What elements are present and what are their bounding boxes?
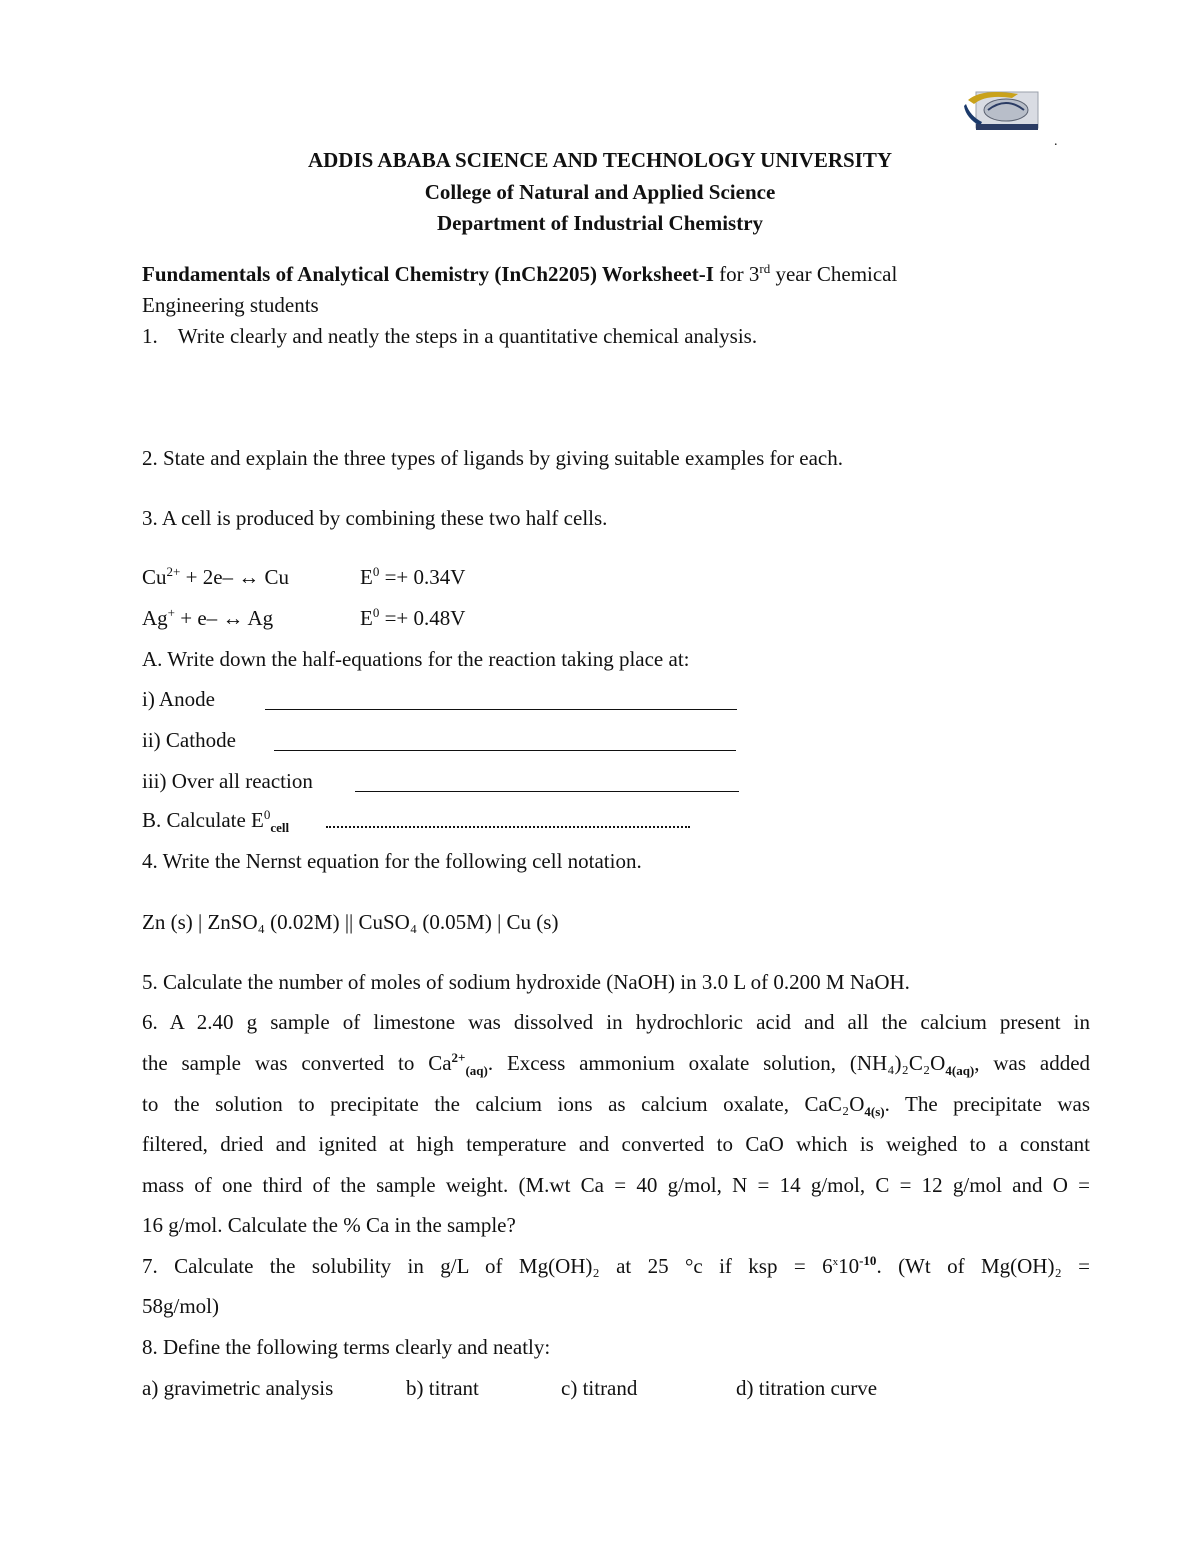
college-title: College of Natural and Applied Science bbox=[424, 180, 776, 204]
ecell-answer-dots[interactable] bbox=[326, 826, 690, 828]
year-text: year Chemical bbox=[770, 262, 898, 286]
department-title: Department of Industrial Chemistry bbox=[436, 211, 764, 235]
term-a: a) gravimetric analysis bbox=[142, 1376, 334, 1400]
course-name: Fundamentals of Analytical Chemistry (InCh2205) Worksheet-I bbox=[142, 262, 714, 286]
q3-part-b: B. Calculate $E^0_{cell}$ bbox=[142, 807, 290, 836]
cell-notation: Zn (s) | ZnSO₄ (0.02M) || CuSO₄ (0.05M) | Cu (s) bbox=[142, 910, 559, 934]
cu-half-reaction: $Cu^{2+} + 2e-$ ↔ Cu bbox=[142, 564, 290, 589]
q1-text: Write clearly and neatly the steps in a quantitative chemical analysis. bbox=[177, 324, 758, 348]
question-6-line-4: filtered, dried and ignited at high temperature and converted to CaO which is weighed to a constant bbox=[142, 1132, 1090, 1156]
overall-label: iii) Over all reaction bbox=[142, 769, 313, 793]
question-6-line-6: 16 g/mol. Calculate the % Ca in the sample? bbox=[142, 1213, 516, 1237]
term-d: d) titration curve bbox=[736, 1376, 878, 1400]
worksheet-title bbox=[142, 262, 897, 287]
university-title: ADDIS ABABA SCIENCE AND TECHNOLOGY UNIVERSITY bbox=[307, 148, 893, 172]
ag-half-reaction: Ag+ + e– ↔ Ag bbox=[142, 605, 274, 630]
cathode-answer-line[interactable] bbox=[274, 750, 736, 751]
question-6-line-5: mass of one third of the sample weight. (M.wt Ca = 40 g/mol, N = 14 g/mol, C = 12 g/mol and O = bbox=[142, 1173, 1090, 1197]
cathode-label: ii) Cathode bbox=[142, 728, 236, 752]
ag-potential: $E^0 =+ 0.48V$ bbox=[360, 605, 466, 630]
q3-part-a: A. Write down the half-equations for the reaction taking place at: bbox=[142, 647, 690, 671]
question-6-line-1: 6. A 2.40 g sample of limestone was dissolved in hydrochloric acid and all the calcium present in bbox=[142, 1010, 1090, 1034]
question-5: 5. Calculate the number of moles of sodium hydroxide (NaOH) in 3.0 L of 0.200 M NaOH. bbox=[142, 970, 910, 994]
university-logo bbox=[962, 86, 1042, 136]
question-7-line-1: 7. Calculate the solubility in g/L of Mg(OH)₂ at 25 °c if ksp = $6^x10^{-10}$. (Wt of Mg(OH)₂ = bbox=[142, 1253, 1090, 1278]
ordinal-sup: rd bbox=[759, 261, 771, 276]
question-3: 3. A cell is produced by combining these two half cells. bbox=[142, 506, 608, 530]
overall-answer-line[interactable] bbox=[355, 791, 739, 792]
cu-potential: $E^0 =+ 0.34V$ bbox=[360, 564, 466, 589]
header-period: . bbox=[1054, 134, 1058, 149]
question-4: 4. Write the Nernst equation for the following cell notation. bbox=[142, 849, 642, 873]
term-c: c) titrand bbox=[561, 1376, 638, 1400]
term-b: b) titrant bbox=[406, 1376, 479, 1400]
question-1 bbox=[142, 324, 757, 349]
anode-answer-line[interactable] bbox=[265, 709, 737, 710]
question-8: 8. Define the following terms clearly and neatly: bbox=[142, 1335, 551, 1359]
anode-label: i) Anode bbox=[142, 687, 215, 711]
question-2: 2. State and explain the three types of ligands by giving suitable examples for each. bbox=[142, 446, 843, 470]
question-6-line-2: the sample was converted to $Ca^{2+}_{(aq)}$. Excess ammonium oxalate solution, $(NH_4)_2C_2O_{4(aq)}$, was added bbox=[142, 1050, 1091, 1079]
question-6-line-3: to the solution to precipitate the calcium ions as calcium oxalate, $CaC_2O_{4(s)}$. The precipitate was bbox=[142, 1092, 1090, 1120]
q1-number: 1. bbox=[142, 324, 158, 348]
for-text: for 3 bbox=[713, 262, 760, 286]
worksheet-title-line2: Engineering students bbox=[142, 293, 319, 317]
question-7-line-2: 58g/mol) bbox=[142, 1294, 219, 1318]
